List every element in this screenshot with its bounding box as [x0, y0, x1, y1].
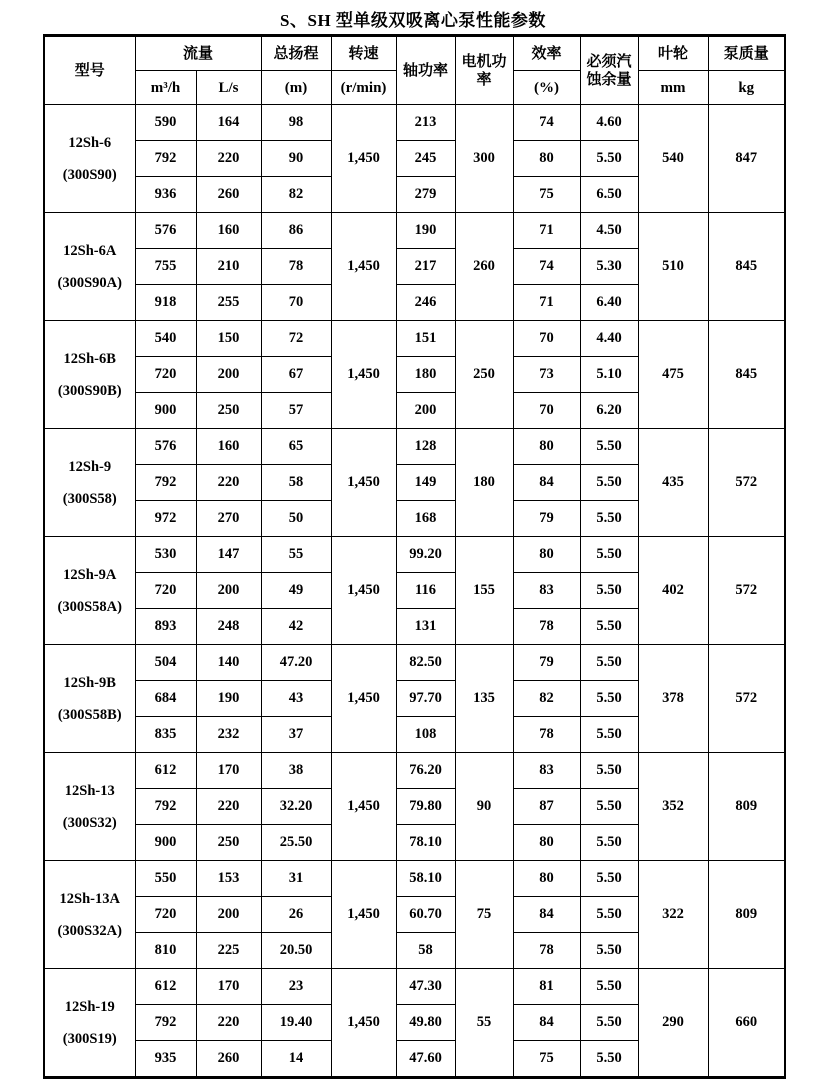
motor-power-cell: 260 — [455, 213, 513, 321]
mass-cell: 847 — [708, 105, 785, 213]
flow-ls-cell: 255 — [196, 285, 261, 321]
head-cell: 31 — [261, 861, 331, 897]
npsh-cell: 5.50 — [580, 645, 638, 681]
efficiency-cell: 78 — [513, 609, 580, 645]
header-npsh: 必须汽蚀余量 — [580, 36, 638, 105]
shaft-power-cell: 79.80 — [396, 789, 455, 825]
efficiency-cell: 75 — [513, 177, 580, 213]
efficiency-cell: 70 — [513, 321, 580, 357]
impeller-cell: 435 — [638, 429, 708, 537]
flow-m3h-cell: 918 — [135, 285, 196, 321]
model-code: 12Sh-9 — [68, 458, 112, 475]
header-impeller: 叶轮 — [638, 36, 708, 71]
head-cell: 49 — [261, 573, 331, 609]
shaft-power-cell: 149 — [396, 465, 455, 501]
flow-ls-cell: 150 — [196, 321, 261, 357]
model-alt-code: (300S90B) — [57, 382, 122, 399]
flow-ls-cell: 232 — [196, 717, 261, 753]
model-cell — [44, 429, 135, 537]
flow-m3h-cell: 835 — [135, 717, 196, 753]
shaft-power-cell: 60.70 — [396, 897, 455, 933]
head-cell: 78 — [261, 249, 331, 285]
npsh-cell: 5.50 — [580, 609, 638, 645]
model-code: 12Sh-13A — [59, 890, 120, 907]
flow-m3h-cell: 936 — [135, 177, 196, 213]
speed-cell: 1,450 — [331, 105, 396, 213]
head-cell: 86 — [261, 213, 331, 249]
shaft-power-cell: 49.80 — [396, 1005, 455, 1041]
head-cell: 70 — [261, 285, 331, 321]
table-row — [44, 861, 785, 897]
flow-m3h-cell: 893 — [135, 609, 196, 645]
flow-ls-cell: 153 — [196, 861, 261, 897]
impeller-cell: 540 — [638, 105, 708, 213]
motor-power-cell: 250 — [455, 321, 513, 429]
motor-power-cell: 75 — [455, 861, 513, 969]
efficiency-cell: 74 — [513, 249, 580, 285]
flow-m3h-cell: 900 — [135, 393, 196, 429]
header-impeller-unit: mm — [638, 71, 708, 105]
efficiency-cell: 82 — [513, 681, 580, 717]
flow-ls-cell: 160 — [196, 213, 261, 249]
model-code: 12Sh-6B — [63, 350, 116, 367]
speed-cell: 1,450 — [331, 537, 396, 645]
head-cell: 58 — [261, 465, 331, 501]
impeller-cell: 475 — [638, 321, 708, 429]
flow-m3h-cell: 530 — [135, 537, 196, 573]
head-cell: 38 — [261, 753, 331, 789]
page-title: S、SH 型单级双吸离心泵性能参数 — [280, 11, 546, 30]
model-cell — [44, 753, 135, 861]
motor-power-cell: 180 — [455, 429, 513, 537]
npsh-cell: 5.50 — [580, 861, 638, 897]
speed-cell: 1,450 — [331, 969, 396, 1078]
flow-m3h-cell: 792 — [135, 465, 196, 501]
table-header — [44, 36, 785, 105]
flow-ls-cell: 220 — [196, 1005, 261, 1041]
efficiency-cell: 78 — [513, 717, 580, 753]
speed-cell: 1,450 — [331, 321, 396, 429]
head-cell: 98 — [261, 105, 331, 141]
efficiency-cell: 84 — [513, 465, 580, 501]
table-row — [44, 969, 785, 1005]
motor-power-cell: 55 — [455, 969, 513, 1078]
head-cell: 67 — [261, 357, 331, 393]
speed-cell: 1,450 — [331, 861, 396, 969]
model-alt-code: (300S90) — [62, 166, 117, 183]
flow-m3h-cell: 900 — [135, 825, 196, 861]
table-row — [44, 753, 785, 789]
head-cell: 19.40 — [261, 1005, 331, 1041]
flow-m3h-cell: 550 — [135, 861, 196, 897]
flow-ls-cell: 160 — [196, 429, 261, 465]
header-efficiency-unit: (%) — [513, 71, 580, 105]
npsh-cell: 5.50 — [580, 1005, 638, 1041]
efficiency-cell: 81 — [513, 969, 580, 1005]
head-cell: 55 — [261, 537, 331, 573]
npsh-cell: 5.50 — [580, 537, 638, 573]
header-shaft-power: 轴功率 — [396, 36, 455, 105]
model-alt-code: (300S32) — [62, 814, 117, 831]
efficiency-cell: 80 — [513, 141, 580, 177]
efficiency-cell: 75 — [513, 1041, 580, 1078]
npsh-cell: 6.20 — [580, 393, 638, 429]
head-cell: 50 — [261, 501, 331, 537]
flow-m3h-cell: 935 — [135, 1041, 196, 1078]
impeller-cell: 510 — [638, 213, 708, 321]
head-cell: 47.20 — [261, 645, 331, 681]
model-alt-code: (300S58A) — [57, 598, 122, 615]
flow-m3h-cell: 720 — [135, 573, 196, 609]
shaft-power-cell: 78.10 — [396, 825, 455, 861]
mass-cell: 572 — [708, 429, 785, 537]
efficiency-cell: 83 — [513, 753, 580, 789]
head-cell: 72 — [261, 321, 331, 357]
head-cell: 25.50 — [261, 825, 331, 861]
npsh-cell: 5.50 — [580, 681, 638, 717]
npsh-cell: 5.50 — [580, 1041, 638, 1078]
shaft-power-cell: 47.30 — [396, 969, 455, 1005]
shaft-power-cell: 99.20 — [396, 537, 455, 573]
head-cell: 65 — [261, 429, 331, 465]
shaft-power-cell: 246 — [396, 285, 455, 321]
header-motor-power: 电机功率 — [455, 36, 513, 105]
flow-ls-cell: 147 — [196, 537, 261, 573]
npsh-cell: 5.50 — [580, 573, 638, 609]
table-row — [44, 213, 785, 249]
flow-ls-cell: 250 — [196, 825, 261, 861]
motor-power-cell: 90 — [455, 753, 513, 861]
npsh-cell: 5.50 — [580, 141, 638, 177]
model-code: 12Sh-13 — [64, 782, 115, 799]
flow-ls-cell: 260 — [196, 1041, 261, 1078]
shaft-power-cell: 82.50 — [396, 645, 455, 681]
shaft-power-cell: 279 — [396, 177, 455, 213]
impeller-cell: 290 — [638, 969, 708, 1078]
shaft-power-cell: 128 — [396, 429, 455, 465]
head-cell: 20.50 — [261, 933, 331, 969]
model-cell — [44, 645, 135, 753]
flow-m3h-cell: 590 — [135, 105, 196, 141]
efficiency-cell: 87 — [513, 789, 580, 825]
shaft-power-cell: 131 — [396, 609, 455, 645]
efficiency-cell: 79 — [513, 501, 580, 537]
model-code: 12Sh-19 — [64, 998, 115, 1015]
mass-cell: 572 — [708, 537, 785, 645]
header-flow-m3h-unit: m³/h — [135, 71, 196, 105]
motor-power-cell: 300 — [455, 105, 513, 213]
flow-ls-cell: 170 — [196, 969, 261, 1005]
flow-m3h-cell: 684 — [135, 681, 196, 717]
efficiency-cell: 78 — [513, 933, 580, 969]
header-flow: 流量 — [135, 36, 261, 71]
shaft-power-cell: 97.70 — [396, 681, 455, 717]
header-head-unit: (m) — [261, 71, 331, 105]
shaft-power-cell: 217 — [396, 249, 455, 285]
mass-cell: 845 — [708, 213, 785, 321]
model-code: 12Sh-6A — [63, 242, 117, 259]
impeller-cell: 352 — [638, 753, 708, 861]
npsh-cell: 5.50 — [580, 969, 638, 1005]
model-cell — [44, 105, 135, 213]
header-mass: 泵质量 — [708, 36, 785, 71]
shaft-power-cell: 200 — [396, 393, 455, 429]
efficiency-cell: 71 — [513, 213, 580, 249]
flow-m3h-cell: 612 — [135, 969, 196, 1005]
npsh-cell: 4.60 — [580, 105, 638, 141]
performance-table — [43, 34, 786, 1079]
flow-m3h-cell: 576 — [135, 429, 196, 465]
shaft-power-cell: 151 — [396, 321, 455, 357]
mass-cell: 809 — [708, 861, 785, 969]
flow-ls-cell: 170 — [196, 753, 261, 789]
speed-cell: 1,450 — [331, 753, 396, 861]
npsh-cell: 5.50 — [580, 825, 638, 861]
shaft-power-cell: 213 — [396, 105, 455, 141]
model-alt-code: (300S32A) — [57, 922, 122, 939]
npsh-cell: 5.50 — [580, 753, 638, 789]
efficiency-cell: 84 — [513, 1005, 580, 1041]
head-cell: 37 — [261, 717, 331, 753]
impeller-cell: 322 — [638, 861, 708, 969]
mass-cell: 845 — [708, 321, 785, 429]
mass-cell: 660 — [708, 969, 785, 1078]
flow-ls-cell: 200 — [196, 897, 261, 933]
head-cell: 23 — [261, 969, 331, 1005]
speed-cell: 1,450 — [331, 645, 396, 753]
efficiency-cell: 73 — [513, 357, 580, 393]
head-cell: 57 — [261, 393, 331, 429]
shaft-power-cell: 58.10 — [396, 861, 455, 897]
efficiency-cell: 83 — [513, 573, 580, 609]
efficiency-cell: 84 — [513, 897, 580, 933]
flow-m3h-cell: 792 — [135, 141, 196, 177]
shaft-power-cell: 76.20 — [396, 753, 455, 789]
head-cell: 43 — [261, 681, 331, 717]
efficiency-cell: 80 — [513, 825, 580, 861]
npsh-cell: 5.50 — [580, 789, 638, 825]
flow-ls-cell: 220 — [196, 141, 261, 177]
header-row-1 — [44, 36, 785, 71]
header-mass-unit: kg — [708, 71, 785, 105]
table-body — [44, 105, 785, 1078]
speed-cell: 1,450 — [331, 213, 396, 321]
flow-ls-cell: 248 — [196, 609, 261, 645]
model-cell — [44, 321, 135, 429]
efficiency-cell: 74 — [513, 105, 580, 141]
flow-ls-cell: 270 — [196, 501, 261, 537]
shaft-power-cell: 58 — [396, 933, 455, 969]
shaft-power-cell: 245 — [396, 141, 455, 177]
motor-power-cell: 155 — [455, 537, 513, 645]
flow-ls-cell: 200 — [196, 357, 261, 393]
flow-ls-cell: 140 — [196, 645, 261, 681]
flow-m3h-cell: 540 — [135, 321, 196, 357]
npsh-cell: 5.50 — [580, 465, 638, 501]
flow-m3h-cell: 720 — [135, 357, 196, 393]
flow-m3h-cell: 755 — [135, 249, 196, 285]
head-cell: 90 — [261, 141, 331, 177]
model-alt-code: (300S19) — [62, 1030, 117, 1047]
model-cell — [44, 213, 135, 321]
flow-ls-cell: 200 — [196, 573, 261, 609]
npsh-cell: 5.50 — [580, 933, 638, 969]
header-model: 型号 — [44, 36, 135, 105]
efficiency-cell: 80 — [513, 537, 580, 573]
flow-ls-cell: 190 — [196, 681, 261, 717]
npsh-cell: 5.10 — [580, 357, 638, 393]
efficiency-cell: 79 — [513, 645, 580, 681]
header-speed-unit: (r/min) — [331, 71, 396, 105]
table-row — [44, 321, 785, 357]
flow-ls-cell: 220 — [196, 465, 261, 501]
flow-m3h-cell: 810 — [135, 933, 196, 969]
flow-m3h-cell: 792 — [135, 1005, 196, 1041]
head-cell: 32.20 — [261, 789, 331, 825]
flow-m3h-cell: 576 — [135, 213, 196, 249]
efficiency-cell: 70 — [513, 393, 580, 429]
mass-cell: 572 — [708, 645, 785, 753]
motor-power-cell: 135 — [455, 645, 513, 753]
npsh-cell: 5.50 — [580, 429, 638, 465]
head-cell: 26 — [261, 897, 331, 933]
table-row — [44, 105, 785, 141]
model-code: 12Sh-6 — [68, 134, 112, 151]
model-alt-code: (300S58) — [62, 490, 117, 507]
table-row — [44, 537, 785, 573]
efficiency-cell: 80 — [513, 429, 580, 465]
flow-m3h-cell: 972 — [135, 501, 196, 537]
efficiency-cell: 80 — [513, 861, 580, 897]
model-alt-code: (300S90A) — [57, 274, 122, 291]
impeller-cell: 378 — [638, 645, 708, 753]
npsh-cell: 6.40 — [580, 285, 638, 321]
flow-ls-cell: 225 — [196, 933, 261, 969]
speed-cell: 1,450 — [331, 429, 396, 537]
header-speed: 转速 — [331, 36, 396, 71]
npsh-cell: 4.40 — [580, 321, 638, 357]
head-cell: 42 — [261, 609, 331, 645]
shaft-power-cell: 47.60 — [396, 1041, 455, 1078]
mass-cell: 809 — [708, 753, 785, 861]
model-cell — [44, 861, 135, 969]
shaft-power-cell: 190 — [396, 213, 455, 249]
npsh-cell: 5.50 — [580, 897, 638, 933]
header-flow-ls-unit: L/s — [196, 71, 261, 105]
flow-ls-cell: 210 — [196, 249, 261, 285]
impeller-cell: 402 — [638, 537, 708, 645]
shaft-power-cell: 180 — [396, 357, 455, 393]
flow-ls-cell: 250 — [196, 393, 261, 429]
npsh-cell: 5.50 — [580, 501, 638, 537]
flow-m3h-cell: 612 — [135, 753, 196, 789]
npsh-cell: 5.50 — [580, 717, 638, 753]
table-row — [44, 645, 785, 681]
model-cell — [44, 537, 135, 645]
efficiency-cell: 71 — [513, 285, 580, 321]
table-row — [44, 429, 785, 465]
flow-m3h-cell: 720 — [135, 897, 196, 933]
model-code: 12Sh-9B — [63, 674, 116, 691]
flow-ls-cell: 164 — [196, 105, 261, 141]
shaft-power-cell: 168 — [396, 501, 455, 537]
head-cell: 14 — [261, 1041, 331, 1078]
shaft-power-cell: 108 — [396, 717, 455, 753]
model-cell — [44, 969, 135, 1078]
head-cell: 82 — [261, 177, 331, 213]
npsh-cell: 6.50 — [580, 177, 638, 213]
flow-m3h-cell: 792 — [135, 789, 196, 825]
model-code: 12Sh-9A — [63, 566, 117, 583]
model-alt-code: (300S58B) — [57, 706, 122, 723]
flow-ls-cell: 260 — [196, 177, 261, 213]
shaft-power-cell: 116 — [396, 573, 455, 609]
flow-ls-cell: 220 — [196, 789, 261, 825]
header-head: 总扬程 — [261, 36, 331, 71]
npsh-cell: 4.50 — [580, 213, 638, 249]
header-efficiency: 效率 — [513, 36, 580, 71]
npsh-cell: 5.30 — [580, 249, 638, 285]
flow-m3h-cell: 504 — [135, 645, 196, 681]
